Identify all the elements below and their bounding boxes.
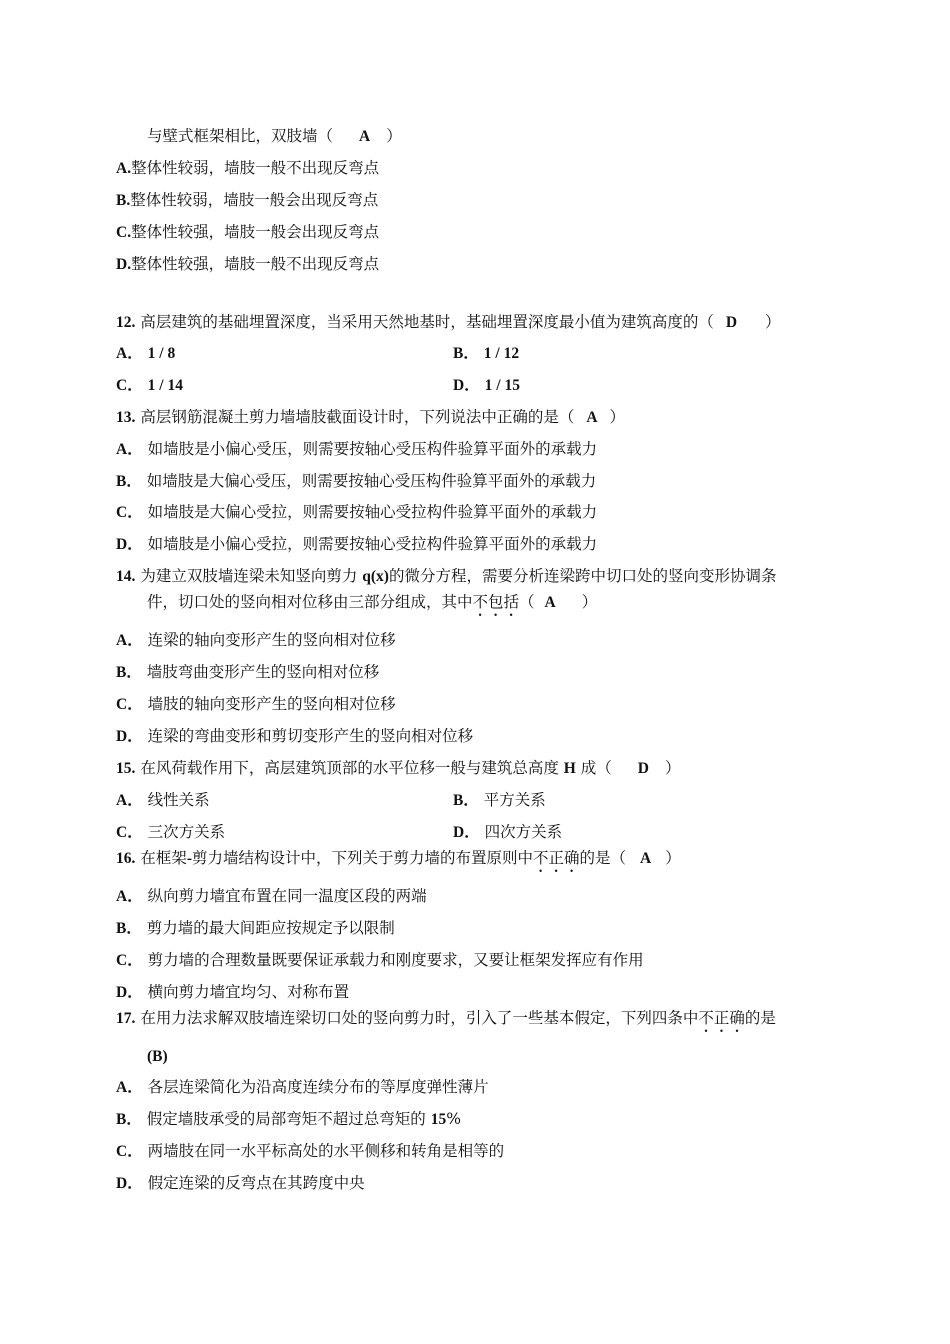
q17-answer-line — [147, 1046, 168, 1067]
q13-option-b: B． 如墙肢是大偏心受压，则需要按轴心受压构件验算平面外的承载力 — [116, 472, 597, 490]
q11-stem: 与壁式框架相比，双肢墙（ A ） — [147, 127, 402, 145]
q17-option-c: C． 两墙肢在同一水平标高处的水平侧移和转角是相等的 — [116, 1142, 505, 1160]
q11-answer: A — [359, 128, 371, 145]
q15-option-d: D． 四次方关系 — [453, 823, 563, 841]
q16-answer: A — [640, 850, 652, 867]
q17-emphasis: 不正确 — [698, 1009, 745, 1027]
q12-option-a: A． 1 / 8 — [116, 345, 176, 362]
q17-stem: 17. 在用力法求解双肢墙连梁切口处的竖向剪力时，引入了一些基本假定，下列四条中不正确的是 — [116, 1009, 776, 1027]
q11-option-a: A.整体性较弱，墙肢一般不出现反弯点 — [116, 159, 380, 177]
q13-option-d: D． 如墙肢是小偏心受拉，则需要按轴心受拉构件验算平面外的承载力 — [116, 535, 598, 553]
q17-answer: (B) — [147, 1048, 168, 1065]
q13-answer: A — [586, 409, 598, 426]
q12-option-b: B． 1 / 12 — [453, 345, 520, 362]
q16-option-c: C． 剪力墙的合理数量既要保证承载力和刚度要求，又要让框架发挥应有作用 — [116, 951, 644, 969]
q12-stem: 12. 高层建筑的基础埋置深度，当采用天然地基时，基础埋置深度最小值为建筑高度的（ D ） — [116, 313, 781, 331]
q16-stem: 16. 在框架-剪力墙结构设计中，下列关于剪力墙的布置原则中不正确的是（ A ） — [116, 849, 681, 867]
q14-option-c: C． 墙肢的轴向变形产生的竖向相对位移 — [116, 695, 396, 713]
q15-answer: D — [637, 760, 649, 777]
q11-option-c: C.整体性较强，墙肢一般会出现反弯点 — [116, 223, 380, 241]
q15-option-b: B． 平方关系 — [453, 791, 546, 809]
q13-option-a: A． 如墙肢是小偏心受压，则需要按轴心受压构件验算平面外的承载力 — [116, 440, 598, 458]
q11-option-d: D.整体性较强，墙肢一般不出现反弯点 — [116, 255, 380, 273]
q12-option-c: C． 1 / 14 — [116, 377, 183, 394]
q17-option-b: B． 假定墙肢承受的局部弯矩不超过总弯矩的 15% — [116, 1110, 461, 1128]
q14-stem-line1: 14. 为建立双肢墙连梁未知竖向剪力 q(x)的微分方程，需要分析连梁跨中切口处的竖向变形协调条 — [116, 567, 777, 585]
q14-emphasis: 不包括 — [472, 593, 520, 611]
q15-stem: 15. 在风荷载作用下，高层建筑顶部的水平位移一般与建筑总高度 H 成（ D ） — [116, 759, 681, 777]
q13-option-c: C． 如墙肢是大偏心受拉，则需要按轴心受拉构件验算平面外的承载力 — [116, 503, 598, 521]
q12-option-d: D． 1 / 15 — [453, 377, 520, 394]
q12-answer: D — [725, 314, 738, 331]
q16-option-d: D． 横向剪力墙宜均匀、对称布置 — [116, 983, 350, 1001]
q14-answer: A — [544, 594, 556, 611]
q17-option-a: A． 各层连梁简化为沿高度连续分布的等厚度弹性薄片 — [116, 1078, 489, 1096]
q14-stem-line2: 件，切口处的竖向相对位移由三部分组成，其中不包括（ A ） — [147, 593, 598, 611]
q16-option-b: B． 剪力墙的最大间距应按规定予以限制 — [116, 919, 395, 937]
q14-option-d: D． 连梁的弯曲变形和剪切变形产生的竖向相对位移 — [116, 727, 474, 745]
q15-option-c: C． 三次方关系 — [116, 823, 226, 841]
q16-option-a: A． 纵向剪力墙宜布置在同一温度区段的两端 — [116, 887, 427, 905]
q14-option-a: A． 连梁的轴向变形产生的竖向相对位移 — [116, 631, 396, 649]
q15-option-a: A． 线性关系 — [116, 791, 210, 809]
q16-emphasis: 不正确 — [533, 849, 580, 867]
q17-option-d: D． 假定连梁的反弯点在其跨度中央 — [116, 1174, 365, 1192]
q11-option-b: B.整体性较弱，墙肢一般会出现反弯点 — [116, 191, 379, 209]
q13-stem: 13. 高层钢筋混凝土剪力墙墙肢截面设计时，下列说法中正确的是（ A ） — [116, 408, 626, 426]
q14-option-b: B． 墙肢弯曲变形产生的竖向相对位移 — [116, 663, 380, 681]
